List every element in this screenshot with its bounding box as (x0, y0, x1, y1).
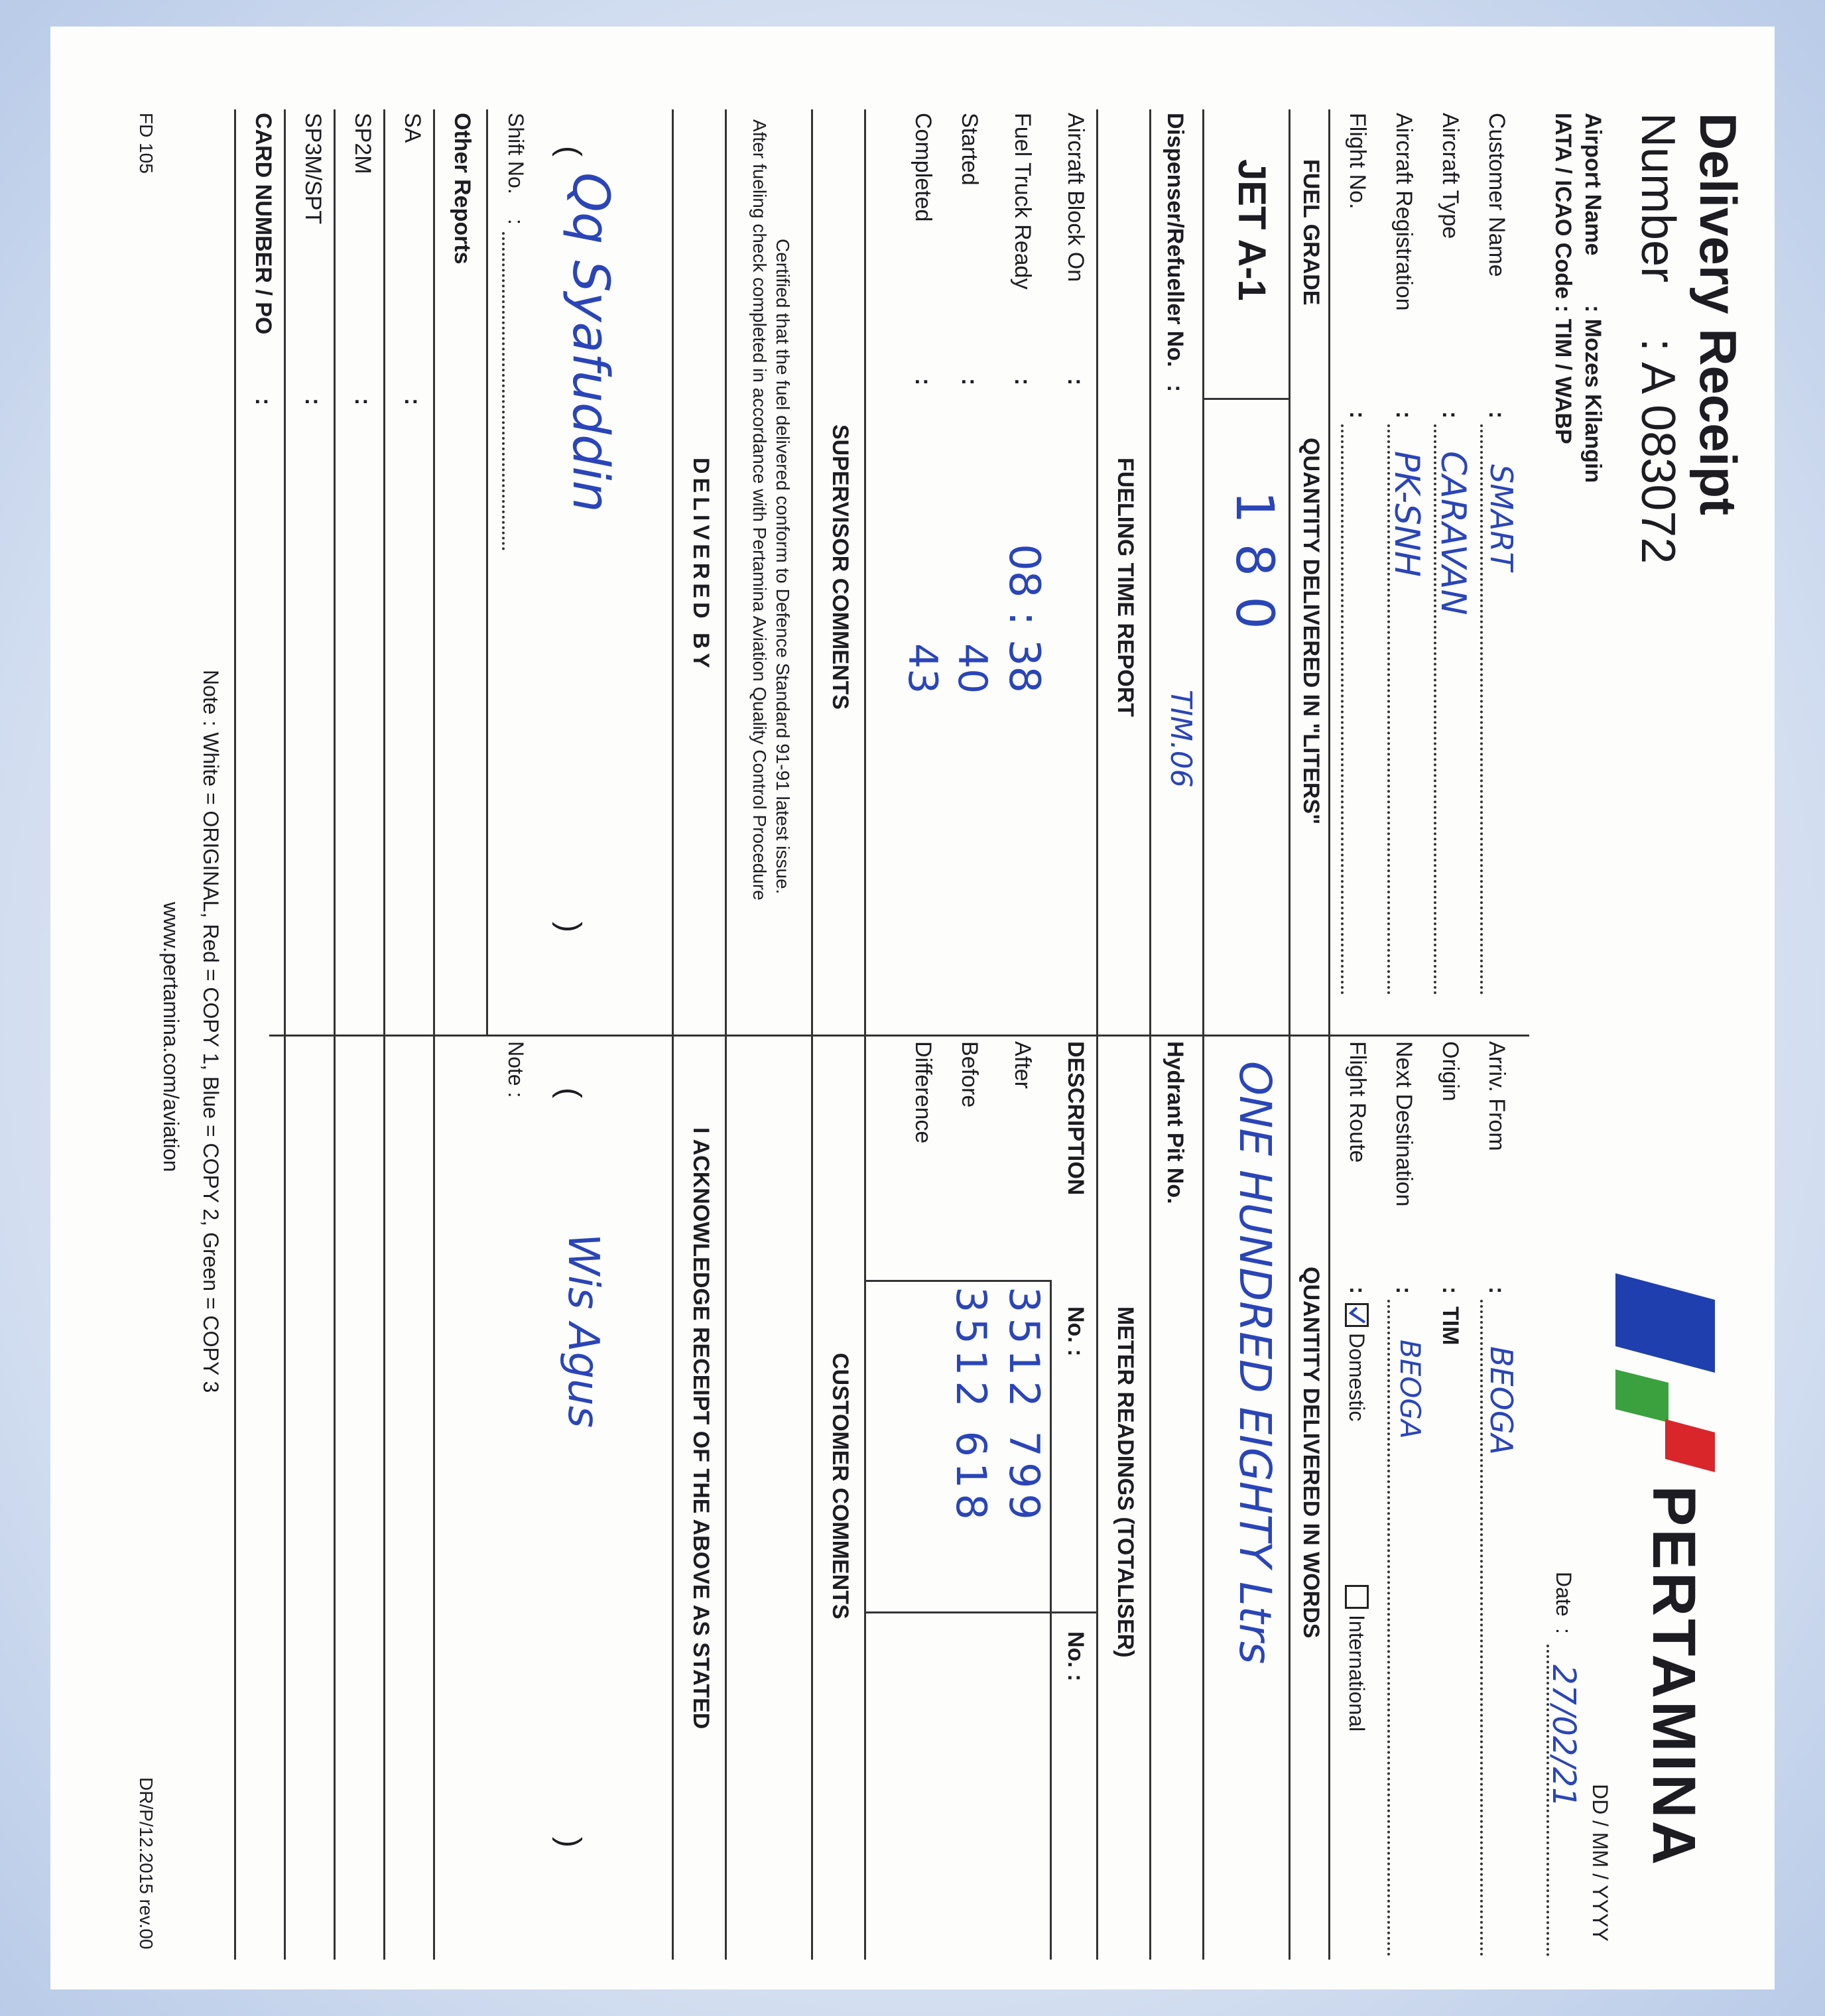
other-reports-label: Other Reports (450, 113, 475, 265)
completed-label: Completed (911, 113, 936, 222)
fuel-truck-ready-label: Fuel Truck Ready (1010, 113, 1035, 290)
arriv-from-value[interactable]: BEOGA (1483, 1346, 1519, 1455)
shift-no-line (502, 232, 505, 550)
form-code: FD 105 (136, 113, 157, 174)
origin-value: TIM (1438, 1306, 1463, 1346)
supervisor-comments-title: SUPERVISOR COMMENTS (828, 424, 853, 710)
liters-value[interactable]: 180 (1224, 491, 1284, 649)
delivered-by-title: DELIVERED BY (688, 458, 714, 672)
shift-no-label: Shift No. (504, 113, 528, 194)
international-label: International (1345, 1615, 1369, 1732)
description-label: DESCRIPTION (1063, 1041, 1088, 1196)
next-destination-label: Next Destination (1391, 1041, 1416, 1207)
airport-name-label: Airport Name (1580, 113, 1605, 256)
iata-icao-value: : TIM / WABP (1550, 305, 1576, 444)
sp3m-spt-label: SP3M/SPT (300, 113, 326, 225)
domestic-label: Domestic (1345, 1333, 1369, 1422)
fueling-time-title: FUELING TIME REPORT (1113, 458, 1138, 717)
domestic-checkbox[interactable] (1345, 1303, 1369, 1327)
pertamina-logo-icon (1602, 1273, 1728, 1472)
iata-icao-label: IATA / ICAO Code (1550, 113, 1576, 299)
receipt-number: : A 083072 (1631, 338, 1684, 564)
meter-readings-title: METER READINGS (TOTALISER) (1113, 1306, 1138, 1658)
note-label: Note : (504, 1041, 528, 1098)
flight-no-line (1341, 424, 1344, 995)
delivered-by-signature[interactable]: Qq Syafuddin (562, 172, 621, 513)
fuel-grade-value: JET A-1 (1230, 159, 1273, 301)
copy-color-note: Note : White = ORIGINAL, Red = COPY 1, Blue = COPY 2, Green = COPY 3 (199, 670, 223, 1393)
sp2m-label: SP2M (350, 113, 375, 174)
airport-name-value: : Mozes Kilangin (1580, 305, 1605, 483)
origin-label: Origin (1438, 1041, 1463, 1102)
revision-code: DR/P/12.2015 rev.00 (136, 1777, 157, 1950)
next-destination-value[interactable]: BEOGA (1394, 1340, 1426, 1439)
website-link[interactable]: www.pertamina.com/aviation (159, 902, 183, 1172)
date-format-hint: DD / MM / YYYY (1588, 1784, 1612, 1942)
certification-line-1: Certified that the fuel delivered conform to Defence Standard 91-91 latest issue. (773, 239, 793, 895)
date-label: Date (1552, 1572, 1576, 1617)
date-value[interactable]: 27/02/21 (1545, 1665, 1582, 1808)
certification-line-2: After fueling check completed in accordance with Pertamina Aviation Quality Control Procedure (749, 119, 770, 901)
dispenser-value[interactable]: TIM.06 (1164, 690, 1198, 788)
delivered-sign-open-paren: ( (552, 146, 587, 157)
delivered-sign-close-paren: ) (552, 922, 587, 932)
delivery-receipt-form: Delivery Receipt Number : A 083072 Airport Name : Mozes Kilangin IATA / ICAO Code : TIM / WABP PERTAMINA DD / MM / YYYY Date : 27/02/21 Customer Name : SMART Aircraft Type : CARAVAN Aircraft Registration : PK-SNH Flight No. : Arriv. From : BEOGA Origin : TIM Next Destination : BEOGA Flight Route : Domestic International FUEL GRADE QUANTITY DELIVERED IN "LITERS" QUANTITY DELIVERED IN WORDS JET A-1 180 ONE HUNDRED EIGHTY Ltrs Dispenser/Refueller No. : TIM.06 Hydrant Pit No. FUELING TIME REPORT METER READINGS (TOTALISER) Aircraft Block On : Fuel Truck Ready : 08 : 38 Started : 40 Completed : 43 DESCRIPTION No. : No. : After 3512 799 Before 3512 618 Difference SUPERVISOR COMMENTS CUSTOMER COMMENTS Certified that the fuel delivered conform to Defence Standard 91-91 latest issue. After fueling check completed in accordance with Pertamina Aviation Quality Control Procedure DELIVERED BY I ACKNOWLEDGE RECEIPT OF THE ABOVE AS STATED ( Qq Syafuddin ) ( Wis Agus ) Shift No. : Note : Other Reports SA : SP2M : SP3M/SPT : CARD NUMBER / PO : Note : White = ORIGINAL, Red = COPY 1, Blue = COPY 2, Green = COPY 3 www.pertamina.com/aviation FD 105 DR/P/12.2015 rev.00 (50, 27, 1775, 1989)
arriv-from-label: Arriv. From (1484, 1041, 1509, 1151)
sa-label: SA (400, 113, 425, 143)
meter-no-2-label: No. : (1063, 1631, 1088, 1682)
aircraft-block-on-label: Aircraft Block On (1063, 113, 1088, 283)
international-checkbox[interactable] (1345, 1585, 1369, 1609)
meter-after-value[interactable]: 3512 799 (1000, 1287, 1048, 1525)
customer-comments-title: CUSTOMER COMMENTS (828, 1353, 853, 1619)
before-label: Before (957, 1041, 982, 1108)
fuel-grade-label: FUEL GRADE (1298, 159, 1324, 306)
aircraft-type-label: Aircraft Type (1438, 113, 1463, 239)
words-value[interactable]: ONE HUNDRED EIGHTY Ltrs (1229, 1061, 1281, 1665)
aircraft-type-value[interactable]: CARAVAN (1433, 451, 1473, 615)
started-label: Started (957, 113, 982, 186)
meter-before-value[interactable]: 3512 618 (947, 1287, 995, 1525)
flight-no-label: Flight No. (1345, 113, 1370, 210)
liters-label: QUANTITY DELIVERED IN "LITERS" (1298, 438, 1324, 825)
customer-sign-close-paren: ) (552, 1837, 587, 1848)
after-label: After (1010, 1041, 1035, 1089)
difference-label: Difference (911, 1041, 936, 1144)
completed-value[interactable]: 43 (899, 643, 946, 694)
words-label: QUANTITY DELIVERED IN WORDS (1298, 1267, 1324, 1639)
center-divider (269, 1035, 1529, 1037)
hydrant-pit-label: Hydrant Pit No. (1163, 1041, 1188, 1204)
number-label: Number (1631, 113, 1684, 283)
aircraft-registration-label: Aircraft Registration (1391, 113, 1416, 311)
started-value[interactable]: 40 (949, 643, 995, 694)
fuel-truck-ready-value[interactable]: 08 : 38 (999, 544, 1048, 694)
aircraft-registration-value[interactable]: PK-SNH (1387, 451, 1426, 577)
acknowledge-title: I ACKNOWLEDGE RECEIPT OF THE ABOVE AS STATED (688, 1127, 714, 1730)
dispenser-label: Dispenser/Refueller No. (1163, 113, 1188, 367)
card-number-label: CARD NUMBER / PO (251, 113, 276, 335)
customer-name-label: Customer Name (1484, 113, 1509, 277)
flight-route-label: Flight Route (1345, 1041, 1370, 1163)
customer-signature[interactable]: Wis Agus (558, 1233, 607, 1428)
customer-sign-open-paren: ( (552, 1088, 587, 1098)
form-title: Delivery Receipt (1689, 113, 1747, 515)
customer-name-value[interactable]: SMART (1483, 464, 1519, 571)
brand-name: PERTAMINA (1640, 1485, 1708, 1868)
meter-no-1-label: No. : (1063, 1306, 1088, 1357)
check-mark-icon (1347, 1305, 1367, 1325)
